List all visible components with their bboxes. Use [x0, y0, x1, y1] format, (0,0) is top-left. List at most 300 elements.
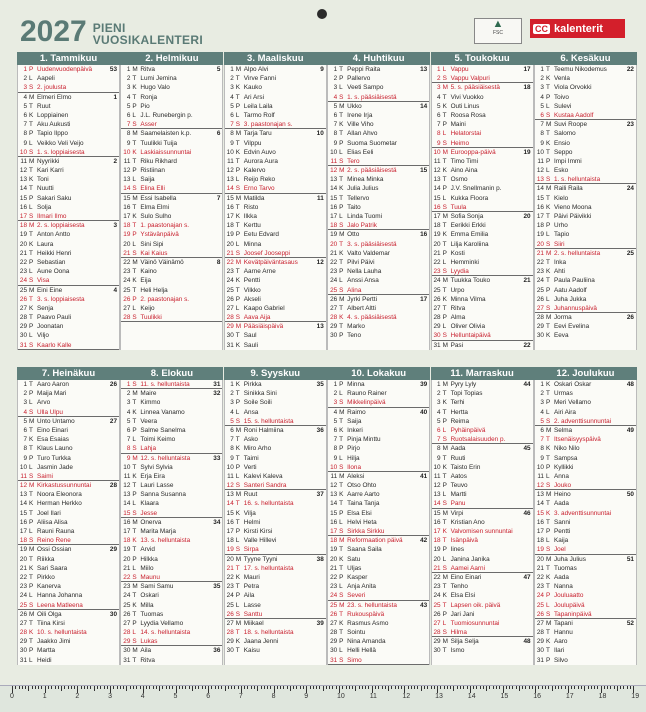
name-day: Aila: [243, 592, 255, 600]
day-number: 13: [226, 491, 234, 499]
weekday-letter: K: [235, 573, 241, 581]
day-row: [535, 194, 636, 203]
day-row: [328, 555, 429, 564]
ruler-tick: [630, 686, 631, 689]
day-row: [225, 129, 326, 138]
name-day: Outi Linus: [450, 102, 480, 110]
name-day: Saamelaisten k.p.: [140, 130, 192, 138]
weekday-letter: S: [132, 573, 137, 581]
weekday-letter: T: [545, 194, 550, 202]
day-number: 17: [433, 528, 441, 535]
day-row: [18, 444, 119, 453]
ruler-tick: [12, 686, 13, 693]
day-row: [432, 628, 533, 637]
day-number: 9: [126, 454, 131, 462]
name-day: Tuulikki Tuija: [140, 139, 178, 147]
weekday-letter: T: [235, 75, 240, 83]
weekday-letter: L: [29, 656, 33, 664]
day-row: [328, 619, 429, 628]
day-number: 28: [433, 629, 441, 637]
day-number: 18: [123, 537, 131, 545]
name-day: 1. s. helluntaista: [553, 176, 601, 184]
ruler-tick: [130, 686, 131, 689]
weekday-letter: K: [132, 213, 137, 220]
name-day: Jari Jani: [450, 610, 475, 618]
name-day: Lyydia: [450, 268, 469, 276]
day-row: [225, 230, 326, 239]
day-row: [18, 573, 119, 582]
weekday-letter: K: [442, 592, 447, 600]
name-day: Aava Aija: [243, 314, 271, 322]
name-day: Veera: [140, 417, 158, 425]
day-number: 20: [123, 555, 131, 563]
day-row: [18, 203, 119, 212]
week-number: 25: [626, 249, 634, 257]
day-row: [432, 435, 533, 444]
day-row: [121, 93, 222, 102]
weekday-letter: T: [545, 148, 550, 156]
name-day: Kaisu: [243, 647, 260, 655]
day-number: 2: [540, 75, 544, 83]
ruler-tick: [558, 686, 559, 689]
weekday-letter: T: [235, 647, 240, 655]
ruler-tick: [339, 686, 340, 693]
ruler-tick: [51, 686, 52, 689]
day-number: 22: [433, 258, 441, 266]
name-day: Sulevi: [553, 102, 572, 110]
name-day: Klaus Launo: [37, 445, 73, 453]
ruler-tick: [241, 686, 242, 693]
name-day: Anton Antto: [37, 231, 71, 239]
ruler-tick: [601, 686, 602, 693]
day-number: 24: [433, 277, 441, 285]
day-number: 2: [230, 390, 234, 398]
day-number: 28: [226, 314, 234, 322]
day-row: [432, 619, 533, 628]
weekday-letter: M: [545, 619, 552, 627]
name-day: 2. s. helluntaista: [553, 249, 601, 257]
weekday-letter: M: [339, 295, 345, 303]
name-day: Kari Karri: [37, 167, 64, 175]
weekday-letter: M: [235, 555, 242, 563]
name-day: Venla: [553, 75, 570, 83]
name-day: Vivi Vuokko: [450, 93, 484, 101]
weekday-letter: T: [132, 268, 137, 276]
week-number: 36: [213, 647, 221, 655]
day-row: [225, 637, 326, 646]
name-day: Herman Herkko: [37, 500, 82, 508]
weekday-letter: S: [235, 314, 241, 322]
weekday-letter: T: [29, 295, 33, 303]
name-day: Akseli: [243, 295, 261, 303]
day-row: [18, 240, 119, 249]
day-row: [535, 444, 636, 453]
weekday-letter: L: [29, 592, 33, 600]
day-row: [225, 203, 326, 212]
day-number: 5: [540, 102, 544, 110]
weekday-letter: S: [29, 213, 34, 220]
day-number: 21: [330, 564, 338, 572]
weekday-letter: S: [29, 341, 34, 349]
weekday-letter: M: [339, 472, 345, 480]
ruler-tick: [346, 686, 347, 689]
name-day: Minna Vilma: [450, 295, 486, 303]
day-row: [535, 463, 636, 472]
day-number: 21: [226, 564, 234, 572]
day-row: [225, 83, 326, 92]
weekday-letter: T: [545, 66, 550, 73]
day-row: [432, 637, 533, 646]
ruler-tick: [404, 686, 405, 693]
name-day: Kaija: [553, 537, 569, 545]
weekday-letter: P: [235, 399, 241, 407]
name-day: 4. s. pääsiäisestä: [347, 314, 397, 322]
day-number: 12: [433, 482, 441, 490]
ruler-tick: [604, 686, 605, 689]
day-number: 22: [536, 573, 544, 581]
day-number: 9: [230, 454, 234, 462]
day-number: 28: [123, 629, 131, 637]
name-day: Linnea Vanamo: [140, 408, 185, 416]
name-day: Hanna Johanna: [37, 592, 83, 600]
day-number: 16: [330, 518, 338, 526]
weekday-letter: S: [235, 249, 241, 257]
day-number: 4: [230, 93, 234, 101]
ruler-tick: [136, 686, 137, 689]
name-day: Ville Viho: [347, 121, 374, 129]
weekday-letter: M: [545, 555, 552, 563]
day-row: [18, 646, 119, 655]
day-row: [432, 454, 533, 463]
ruler-tick: [431, 686, 432, 689]
month-10: [327, 367, 430, 665]
ruler-tick: [205, 686, 206, 689]
day-number: 4: [333, 408, 338, 416]
ruler-tick: [496, 686, 497, 689]
ruler-tick: [349, 686, 350, 689]
weekday-letter: P: [339, 75, 344, 83]
ruler-tick: [100, 686, 101, 689]
day-row: [432, 463, 533, 472]
name-day: Aatu Aadolf: [553, 286, 587, 294]
day-number: 5: [437, 417, 441, 425]
weekday-letter: T: [235, 454, 240, 462]
weekday-letter: P: [545, 528, 551, 535]
week-number: 24: [626, 185, 634, 193]
weekday-letter: P: [339, 332, 344, 340]
name-day: Jalo Patrik: [347, 222, 378, 230]
ruler-tick: [525, 686, 526, 689]
name-day: Rauni Rauna: [37, 528, 75, 535]
day-row: [535, 295, 636, 304]
day-number: 3: [540, 399, 544, 407]
day-number: 19: [123, 231, 131, 239]
ruler-tick: [408, 686, 409, 689]
name-day: Eini Eine: [37, 286, 63, 294]
day-row: [225, 286, 326, 295]
name-day: Lapsen oik. päivä: [450, 601, 501, 609]
weekday-letter: K: [235, 84, 241, 92]
day-number: 22: [330, 258, 338, 266]
name-day: Miro Arho: [243, 445, 272, 453]
name-day: Minea Minka: [347, 176, 384, 184]
weekday-letter: T: [339, 111, 344, 119]
day-number: 19: [226, 546, 234, 554]
week-number: 30: [109, 610, 117, 618]
weekday-letter: M: [132, 647, 138, 655]
day-row: [535, 184, 636, 193]
weekday-letter: K: [339, 619, 344, 627]
day-number: 13: [330, 176, 338, 184]
day-row: [121, 582, 222, 591]
day-row: [535, 380, 636, 389]
ruler-number: 5: [173, 693, 178, 700]
name-day: Risto: [243, 203, 259, 211]
ruler-tick: [231, 686, 232, 689]
weekday-letter: T: [442, 222, 447, 230]
day-number: 10: [330, 463, 338, 471]
ruler-tick: [179, 686, 180, 689]
day-number: 13: [19, 176, 27, 184]
day-number: 11: [330, 157, 338, 165]
name-day: Timo Timi: [450, 157, 479, 165]
day-number: 27: [330, 304, 338, 312]
ruler-tick: [610, 686, 611, 689]
weekday-letter: T: [442, 454, 447, 462]
day-row: [225, 194, 326, 203]
name-day: Inka: [553, 258, 567, 266]
weekday-letter: M: [339, 102, 345, 110]
name-day: Esko: [553, 167, 569, 175]
ruler-number: 10: [337, 693, 345, 700]
weekday-letter: S: [545, 111, 551, 119]
name-day: Viljo: [37, 332, 49, 340]
name-day: Vieno Moona: [553, 203, 592, 211]
weekday-letter: T: [339, 240, 344, 248]
day-row: [225, 582, 326, 591]
ruler-tick: [568, 686, 569, 693]
name-day: Saimi: [37, 472, 53, 480]
day-number: 10: [330, 148, 338, 156]
ruler-tick: [542, 686, 543, 689]
day-number: 19: [330, 546, 338, 554]
weekday-letter: S: [132, 381, 137, 388]
day-number: 8: [230, 445, 234, 453]
weekday-letter: T: [235, 583, 240, 591]
name-day: Taina Tanja: [347, 500, 380, 508]
ruler-tick: [32, 686, 33, 689]
month-days: [327, 380, 430, 665]
name-day: 11. s. helluntaista: [140, 381, 190, 388]
day-row: [328, 481, 429, 490]
name-day: 2. paastonajan s.: [140, 295, 190, 303]
weekday-letter: T: [339, 304, 344, 312]
day-row: [18, 545, 119, 554]
weekday-letter: K: [545, 509, 551, 517]
day-number: 13: [123, 491, 131, 499]
ruler-tick: [74, 686, 75, 689]
weekday-letter: L: [132, 629, 136, 637]
weekday-letter: M: [235, 323, 242, 331]
day-row: [328, 444, 429, 453]
day-number: 7: [23, 436, 27, 444]
weekday-letter: T: [545, 130, 550, 138]
weekday-letter: T: [29, 314, 33, 322]
ruler-number: 15: [500, 693, 509, 700]
day-row: [535, 65, 636, 74]
day-row: [225, 619, 326, 628]
day-row: [432, 258, 533, 267]
name-day: Sanna Susanna: [140, 491, 186, 499]
day-number: 15: [19, 509, 27, 517]
day-number: 27: [123, 304, 131, 312]
day-row: [225, 444, 326, 453]
weekday-letter: M: [29, 610, 35, 618]
name-day: Silja Selja: [450, 638, 479, 646]
day-number: 8: [23, 445, 27, 453]
ruler-tick: [257, 686, 258, 691]
day-number: 31: [536, 656, 544, 664]
day-number: 25: [226, 286, 234, 294]
ruler-tick: [473, 686, 474, 689]
day-row: [225, 276, 326, 285]
day-row: [535, 331, 636, 340]
weekday-letter: M: [235, 491, 242, 499]
name-day: Ilkka: [243, 213, 257, 220]
name-day: Ilmari Ilmo: [37, 213, 67, 220]
ruler-tick: [522, 686, 523, 689]
day-number: 14: [19, 185, 27, 193]
name-day: Eerikki Erkki: [450, 222, 486, 230]
day-row: [121, 313, 222, 322]
day-row: [432, 472, 533, 481]
ruler-tick: [614, 686, 615, 689]
weekday-letter: P: [339, 638, 344, 646]
weekday-letter: T: [339, 130, 344, 138]
day-row: [18, 313, 119, 322]
day-row: [432, 555, 533, 564]
name-day: Matilda: [243, 194, 265, 202]
name-day: Aleksi: [347, 472, 365, 480]
day-row: [432, 267, 533, 276]
name-day: Soile Soili: [243, 399, 272, 407]
day-number: 12: [536, 167, 544, 175]
ruler-tick: [463, 686, 464, 689]
weekday-letter: L: [132, 176, 136, 184]
day-row: [225, 258, 326, 267]
day-number: 24: [123, 592, 131, 600]
day-number: 9: [333, 139, 338, 147]
ruler-tick: [607, 686, 608, 689]
month-days: [534, 65, 637, 350]
weekday-letter: L: [29, 268, 33, 276]
name-day: Helvi Heta: [347, 518, 377, 526]
weekday-letter: K: [442, 463, 447, 471]
weekday-letter: L: [545, 102, 550, 110]
weekday-letter: S: [442, 75, 447, 83]
weekday-letter: P: [29, 258, 34, 266]
day-row: [225, 102, 326, 111]
weekday-letter: T: [132, 203, 137, 211]
name-day: Roosa Rosa: [450, 111, 486, 119]
day-row: [225, 454, 326, 463]
weekday-letter: M: [29, 93, 35, 101]
weekday-letter: T: [132, 528, 137, 535]
day-row: [535, 212, 636, 221]
day-number: 1: [230, 381, 234, 388]
name-day: Keijo: [140, 304, 155, 312]
weekday-letter: K: [29, 564, 34, 572]
name-day: Päivi Päivikki: [553, 213, 592, 220]
ruler-tick: [290, 686, 291, 691]
day-number: 24: [330, 277, 338, 285]
day-row: [535, 472, 636, 481]
day-number: 1: [540, 66, 544, 73]
month-days: [120, 380, 223, 665]
weekday-letter: T: [132, 546, 137, 554]
day-number: 12: [19, 482, 27, 490]
name-day: Jyrki Pertti: [347, 295, 377, 303]
day-number: 18: [433, 222, 441, 230]
name-day: Lasse: [243, 601, 261, 609]
day-row: [18, 230, 119, 239]
day-row: [535, 102, 636, 111]
weekday-letter: L: [235, 240, 240, 248]
day-number: 21: [433, 564, 441, 572]
week-number: 9: [320, 66, 324, 73]
weekday-letter: S: [442, 500, 447, 508]
day-row: [535, 509, 636, 518]
day-row: [225, 472, 326, 481]
name-day: Hilkka: [140, 555, 158, 563]
weekday-letter: L: [132, 436, 136, 444]
ruler-tick: [633, 686, 634, 693]
ruler-tick: [153, 686, 154, 689]
ruler-tick: [293, 686, 294, 689]
ruler-tick: [238, 686, 239, 689]
day-number: 25: [19, 601, 27, 609]
week-number: 51: [626, 555, 634, 563]
month-2: [120, 52, 223, 350]
empty-row: [225, 656, 326, 665]
ruler-tick: [261, 686, 262, 689]
weekday-letter: K: [132, 472, 137, 480]
name-day: Ari Arsi: [243, 93, 265, 101]
day-row: [328, 221, 429, 230]
ruler-tick: [499, 686, 500, 689]
name-day: Lyydia Vellamo: [140, 619, 184, 627]
day-number: 8: [540, 130, 544, 138]
day-number: 10: [226, 463, 234, 471]
ruler-tick: [192, 686, 193, 691]
day-row: [328, 389, 429, 398]
weekday-letter: T: [339, 258, 344, 266]
day-number: 23: [123, 268, 131, 276]
ruler-tick: [81, 686, 82, 689]
day-row: [225, 148, 326, 157]
day-row: [18, 582, 119, 591]
day-row: [535, 230, 636, 239]
name-day: Siiri: [553, 240, 565, 248]
ruler-tick: [584, 686, 585, 691]
name-day: Joulupäivä: [553, 601, 585, 609]
name-day: Maija Mari: [37, 390, 67, 398]
weekday-letter: L: [545, 537, 550, 545]
name-day: Leila Laila: [243, 102, 273, 110]
weekday-letter: M: [442, 84, 448, 92]
name-day: Roni Halmiina: [243, 426, 284, 434]
name-day: Otto: [347, 231, 360, 239]
